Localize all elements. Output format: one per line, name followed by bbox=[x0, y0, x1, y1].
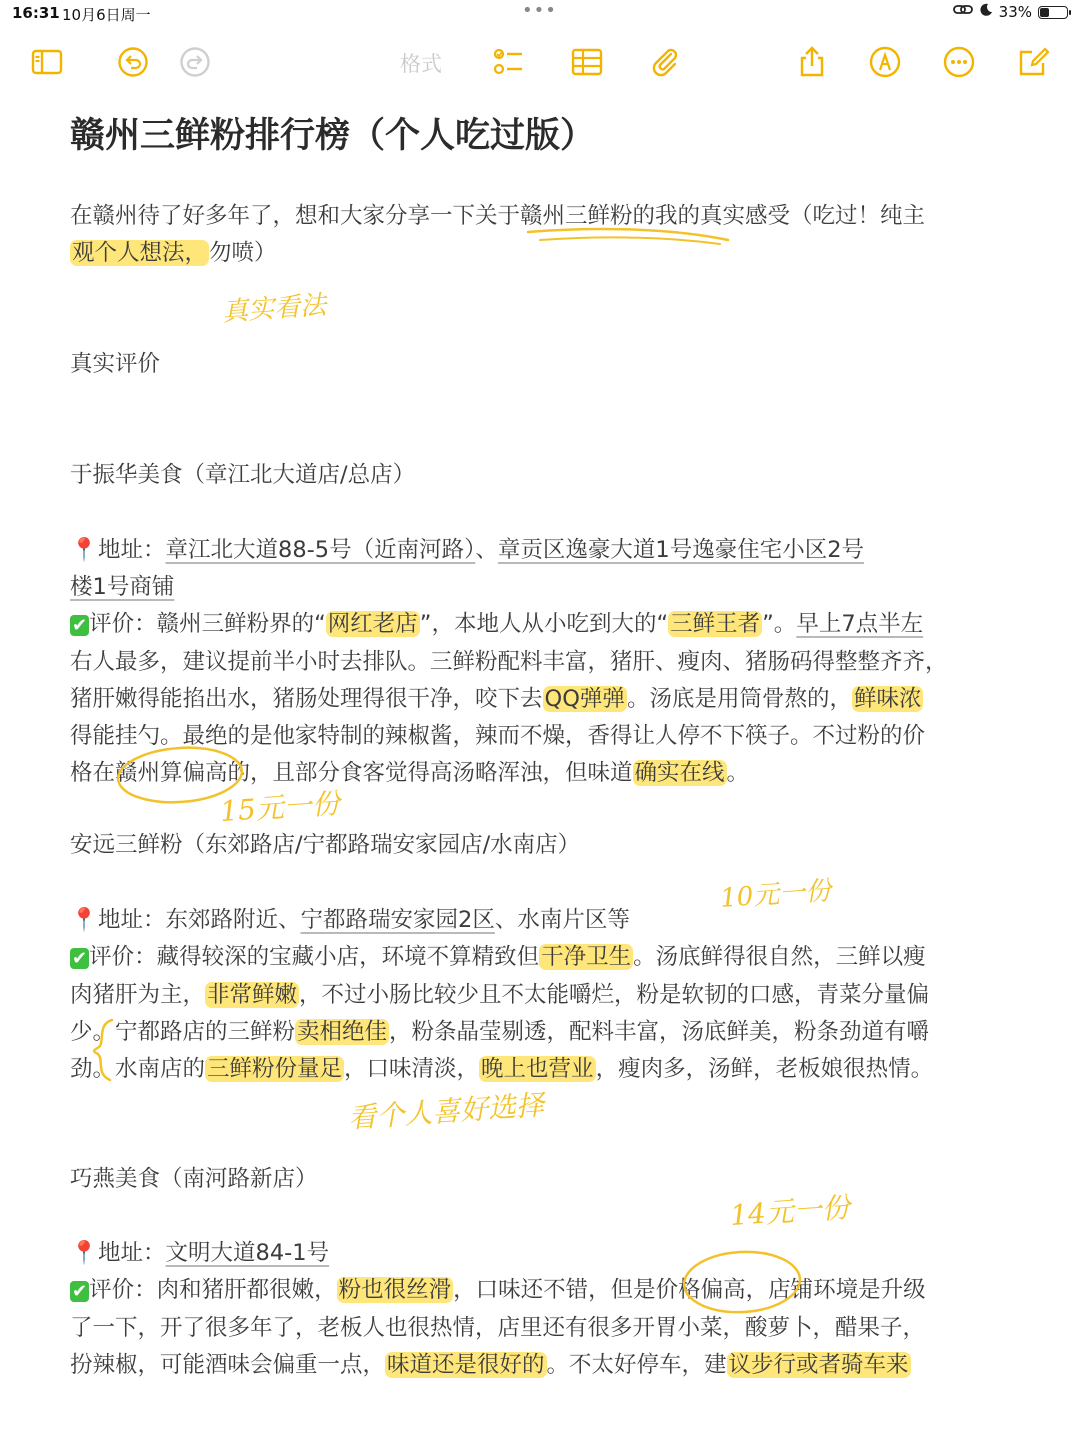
status-indicators bbox=[953, 3, 1068, 21]
section-heading: 真实评价 bbox=[70, 351, 161, 377]
undo-icon bbox=[116, 45, 150, 79]
address-link[interactable]: 章江北大道88-5号（近南河路） bbox=[165, 537, 476, 563]
format-button[interactable]: 格式 bbox=[400, 52, 442, 76]
pin-icon: 📍 bbox=[70, 1240, 99, 1266]
handwritten-note: 真实看法 bbox=[221, 290, 328, 328]
note-title: 赣州三鲜粉排行榜（个人吃过版） bbox=[70, 116, 596, 156]
battery-icon bbox=[1038, 6, 1068, 19]
markup-button[interactable] bbox=[865, 42, 905, 82]
shop-2-details: 📍地址：东郊路附近、宁都路瑞安家园2区、水南片区等 ✔评价：藏得较深的宝藏小店，环境不算精致但干净卫生。汤底鲜得很自然，三鲜以瘦 肉猪肝为主，非常鲜嫩，不过小肠比较少且不太能嚼烂，粉是软韧的口感，青菜分量偏 少。宁都路店的三鲜粉卖相绝佳，粉条晶莹剔透，配料丰富，汤底鲜美，粉条劲道有嚼 劲。水南店的三鲜粉份量足，口味清淡，晚上也营业，瘦肉多，汤鲜，老板娘很热情。 bbox=[70, 907, 934, 1082]
address-link[interactable]: 楼1号商铺 bbox=[70, 574, 175, 600]
handwritten-price: 10元一份 bbox=[719, 876, 833, 914]
check-icon: ✔ bbox=[72, 1281, 88, 1302]
clock: 16:31 bbox=[12, 4, 60, 22]
handwritten-price: 15元一份 bbox=[219, 786, 341, 829]
compose-button[interactable] bbox=[1014, 42, 1054, 82]
status-bar bbox=[0, 0, 1080, 28]
address-link[interactable]: 章贡区逸豪大道1号逸豪住宅小区2号 bbox=[497, 537, 865, 563]
check-icon: ✔ bbox=[72, 948, 88, 969]
ellipsis-icon bbox=[942, 45, 976, 79]
undo-button[interactable] bbox=[113, 42, 153, 82]
sidebar-icon bbox=[30, 45, 64, 79]
handwritten-comment: 看个人喜好选择 bbox=[347, 1088, 546, 1135]
shop-3-name: 巧燕美食（南河路新店） bbox=[70, 1166, 318, 1192]
share-icon bbox=[795, 45, 829, 79]
intro-text: 勿喷） bbox=[209, 240, 277, 266]
shop-3-details: 📍地址：文明大道84-1号 ✔评价：肉和猪肝都很嫩，粉也很丝滑，口味还不错，但是价格偏高，店铺环境是升级 了一下，开了很多年了，老板人也很热情，店里还有很多开胃小菜，酸萝卜，醋果子， 扮辣椒，可能酒味会偏重一点，味道还是很好的。不太好停车，建议步行或者骑车来 bbox=[70, 1240, 926, 1378]
redo-icon bbox=[178, 45, 212, 79]
shop-2-name: 安远三鲜粉（东郊路店/宁都路瑞安家园店/水南店） bbox=[70, 832, 581, 858]
check-icon: ✔ bbox=[72, 615, 88, 636]
pin-icon: 📍 bbox=[70, 537, 99, 563]
intro-text: 我的真实感受（吃过！纯主 bbox=[655, 203, 926, 229]
intro-text: 赣州三鲜粉的 bbox=[520, 203, 656, 229]
battery-percent: 33% bbox=[998, 3, 1032, 21]
shop-1-details: 📍地址：章江北大道88-5号（近南河路）、章贡区逸豪大道1号逸豪住宅小区2号 楼1号商铺 ✔评价：赣州三鲜粉界的“网红老店”，本地人从小吃到大的“三鲜王者”。早上7点半左 右人最多，建议提前半小时去排队。三鲜粉配料丰富，猪肝、瘦肉、猪肠码得整整齐齐， 猪肝嫩得能掐出水，猪肠处理得很干净，咬下去QQ弹弹。汤底是用筒骨熬的，鲜味浓 得能挂勺。最绝的是他家特制的辣椒酱，辣而不燥，香得让人停不下筷子。不过粉的价 格在赣州算偏高的，且部分食客觉得高汤略浑浊，但味道确实在线。 bbox=[70, 537, 948, 786]
intro-text: 在赣州待了好多年了，想和大家分享一下关于 bbox=[70, 203, 521, 229]
multitasking-dots-icon[interactable]: ••• bbox=[522, 0, 557, 21]
pin-icon: 📍 bbox=[70, 907, 99, 933]
date: 10月6日周一 bbox=[62, 6, 151, 24]
shop-1-name: 于振华美食（章江北大道店/总店） bbox=[70, 462, 416, 488]
notes-toolbar bbox=[0, 38, 1080, 86]
pen-tip-icon bbox=[868, 45, 902, 79]
more-button[interactable] bbox=[939, 42, 979, 82]
paperclip-icon bbox=[648, 45, 682, 79]
moon-icon bbox=[979, 3, 993, 21]
checklist-button[interactable] bbox=[488, 42, 528, 82]
compose-icon bbox=[1017, 45, 1051, 79]
address-link[interactable]: 宁都路瑞安家园2区 bbox=[300, 907, 495, 933]
sidebar-toggle-button[interactable] bbox=[27, 42, 67, 82]
attachment-button[interactable] bbox=[645, 42, 685, 82]
time-link[interactable]: 早上7点半左 bbox=[796, 611, 924, 637]
share-button[interactable] bbox=[792, 42, 832, 82]
table-button[interactable] bbox=[567, 42, 607, 82]
checklist-icon bbox=[491, 45, 525, 79]
table-icon bbox=[570, 45, 604, 79]
redo-button[interactable] bbox=[175, 42, 215, 82]
address-link[interactable]: 文明大道84-1号 bbox=[165, 1240, 330, 1266]
link-icon bbox=[953, 3, 973, 21]
handwritten-price: 14元一份 bbox=[729, 1190, 851, 1233]
highlighted-text: 观个人想法， bbox=[72, 240, 208, 266]
intro-paragraph bbox=[70, 198, 1020, 272]
